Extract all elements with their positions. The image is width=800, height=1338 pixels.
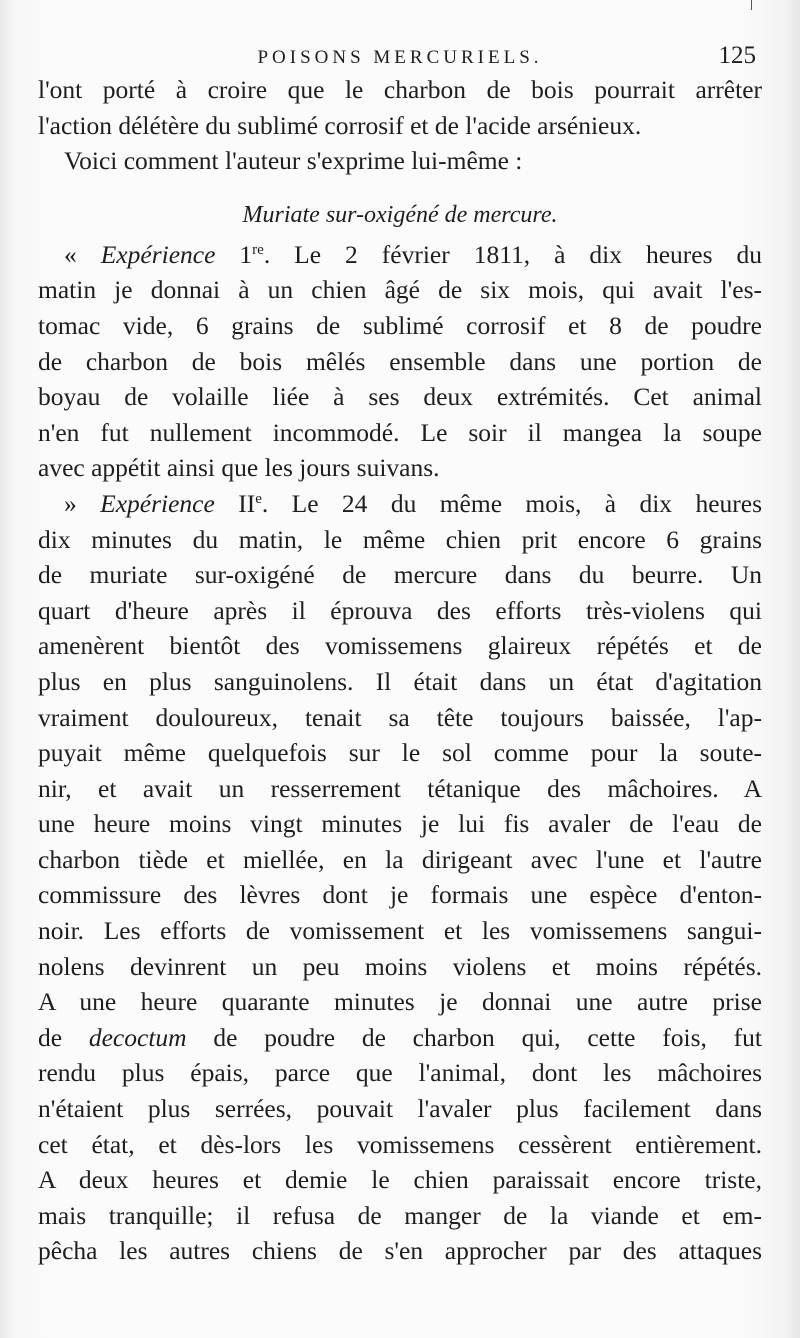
experiment-number: II [238, 488, 256, 518]
ordinal-suffix: e [255, 490, 262, 507]
text-line: rendu plus épais, parce que l'animal, dont les mâchoires [38, 1058, 762, 1088]
text-line: mais tranquille; il refusa de manger de la viande et em- [38, 1200, 762, 1230]
text-run: . Le 2 février 1811, à dix heures du [263, 239, 762, 269]
experiment-2-first-line [38, 486, 762, 522]
text-line: charbon tiède et miellée, en la dirigeant avec l'une et l'autre [38, 844, 762, 874]
experiment-1-first-line [38, 237, 762, 273]
text-line: l'ont porté à croire que le charbon de bois pourrait arrêter [38, 75, 762, 104]
text-line: une heure moins vingt minutes je lui fis avaler de l'eau de [38, 809, 762, 839]
text-line: quart d'heure après il éprouva des efforts très-violens qui [38, 595, 762, 625]
text-line: plus en plus sanguinolens. Il était dans un état d'agitation [38, 666, 762, 696]
running-title: POISONS MERCURIELS. [257, 47, 543, 68]
text-line: matin je donnai à un chien âgé de six mois, qui avait l'es- [38, 275, 762, 305]
text-line: n'étaient plus serrées, pouvait l'avaler plus facilement dans [38, 1094, 762, 1124]
text-line: Voici comment l'auteur s'exprime lui-même : [64, 146, 523, 176]
experiment-label: Expérience [100, 488, 215, 518]
page-number: 125 [718, 42, 756, 69]
section-subheading: Muriate sur-oxigéné de mercure. [242, 201, 558, 228]
text-run: de [38, 1022, 89, 1052]
text-line: A une heure quarante minutes je donnai une autre prise [38, 987, 762, 1017]
quote-open: « [64, 239, 101, 269]
text-line: noir. Les efforts de vomissement et les vomissemens sangui- [38, 916, 762, 946]
text-line: amenèrent bientôt des vomissemens glaireux répétés et de [38, 631, 762, 661]
text-line: cet état, et dès-lors les vomissemens cessèrent entièrement. [38, 1129, 762, 1159]
text-line: puyait même quelquefois sur le sol comme pour la soute- [38, 738, 762, 768]
text-line: l'action délétère du sublimé corrosif et de l'acide arsénieux. [38, 110, 642, 140]
quote-continue: » [64, 488, 101, 518]
text-line: nolens devinrent un peu moins violens et moins répétés. [38, 951, 762, 981]
text-line: vraiment douloureux, tenait sa tête toujours baissée, l'ap- [38, 702, 762, 732]
text-line: de muriate sur-oxigéné de mercure dans du beurre. Un [38, 560, 762, 590]
text-line: boyau de volaille liée à ses deux extrémités. Cet animal [38, 382, 762, 412]
text-line: avec appétit ainsi que les jours suivans. [38, 453, 440, 483]
body-text [38, 72, 762, 1269]
text-line: commissure des lèvres dont je formais une espèce d'enton- [38, 880, 762, 910]
text-line: A deux heures et demie le chien paraissait encore triste, [38, 1165, 762, 1195]
text-line: nir, et avait un resserrement tétanique des mâchoires. A [38, 773, 762, 803]
text-line: dix minutes du matin, le même chien prit encore 6 grains [38, 524, 762, 554]
text-run: de poudre de charbon qui, cette fois, fut [186, 1022, 762, 1052]
ordinal-suffix: re [252, 241, 264, 258]
experiment-label: Expérience [100, 239, 216, 269]
decoctum-line [38, 1020, 762, 1056]
margin-mark [751, 0, 752, 10]
text-line: tomac vide, 6 grains de sublimé corrosif et 8 de poudre [38, 310, 762, 340]
text-line: de charbon de bois mêlés ensemble dans une portion de [38, 346, 762, 376]
text-run: . Le 24 du même mois, à dix heures [261, 488, 762, 518]
experiment-number: 1 [239, 239, 253, 269]
running-head [40, 44, 760, 72]
text-line: n'en fut nullement incommodé. Le soir il mangea la soupe [38, 417, 762, 447]
italic-term: decoctum [88, 1022, 187, 1052]
text-line: pêcha les autres chiens de s'en approcher par des attaques [38, 1236, 762, 1266]
